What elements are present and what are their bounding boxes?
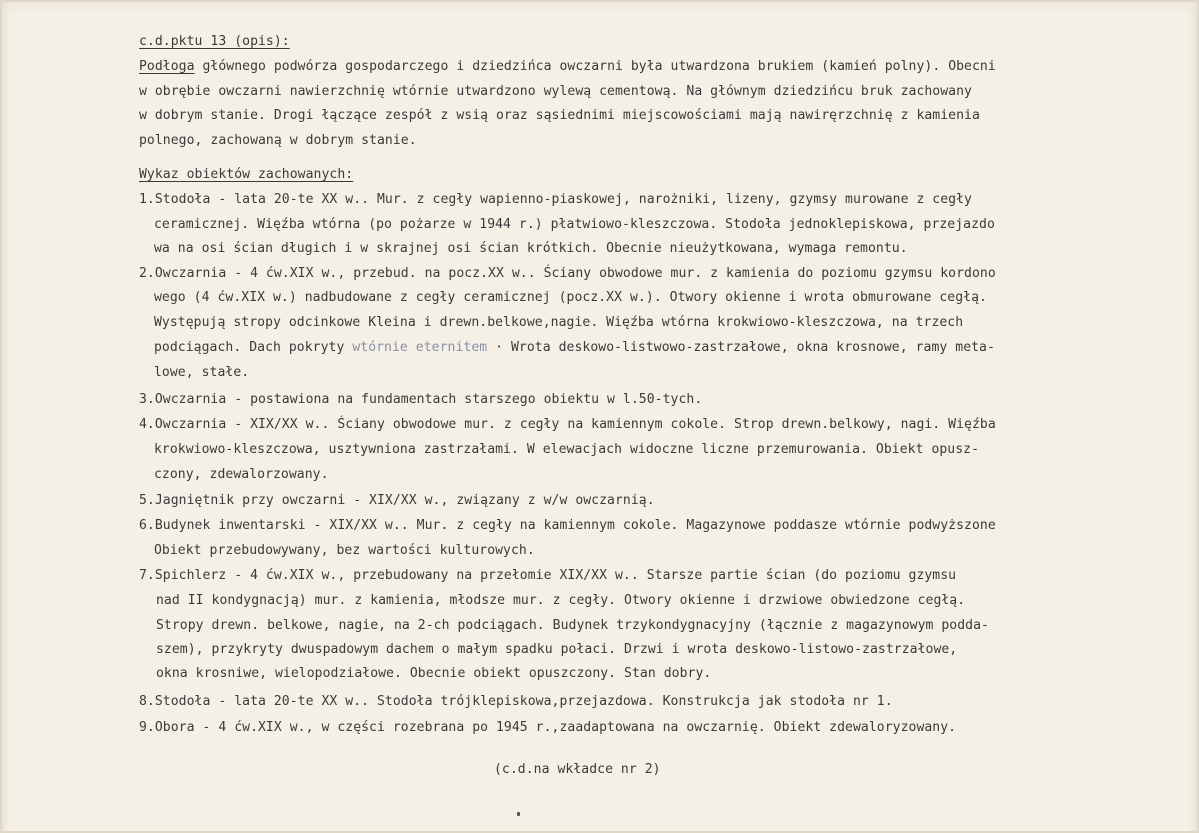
ink-speck — [517, 812, 520, 816]
floor-paragraph-line-3: w dobrym stanie. Drogi łączące zespół z wsią oraz sąsiednimi miejscowościami mają nawiręrzchnię z kamienia — [139, 108, 980, 123]
item-5-line-1: 5.Jagniętnik przy owczarni - XIX/XX w., związany z w/w owczarnią. — [139, 493, 655, 508]
item-7-line-2: nad II kondygnacją) mur. z kamienia, młodsze mur. z cegły. Otwory okienne i drzwiowe obwiedzone cegłą. — [156, 593, 966, 608]
item-1-line-3: wa na osi ścian długich i w skrajnej osi ścian krótkich. Obecnie nieużytkowana, wymaga remontu. — [154, 241, 908, 256]
item-4-line-2: krokwiowo-kleszczowa, usztywniona zastrzałami. W elewacjach widoczne liczne przemurowania. Obiekt opusz- — [154, 442, 980, 457]
item-2-line-1: 2.Owczarnia - 4 ćw.XIX w., przebud. na pocz.XX w.. Ściany obwodowe mur. z kamienia do poziomu gzymsu kordono — [139, 266, 996, 281]
item-4-line-1: 4.Owczarnia - XIX/XX w.. Ściany obwodowe mur. z cegły na kamiennym cokole. Strop drewn.belkowy, nagi. Więźba — [139, 417, 996, 432]
item-1-line-1: 1.Stodoła - lata 20-te XX w.. Mur. z cegły wapienno-piaskowej, narożniki, lizeny, gzymsy murowane z cegły — [139, 192, 972, 207]
list-heading: Wykaz obiektów zachowanych: — [139, 167, 354, 182]
continuation-footer: (c.d.na wkładce nr 2) — [494, 762, 661, 777]
item-3-line-1: 3.Owczarnia - postawiona na fundamentach starszego obiektu w l.50-tych. — [139, 392, 703, 407]
item-2-line-5: lowe, stałe. — [154, 365, 250, 380]
section-header: c.d.pktu 13 (opis): — [139, 34, 290, 49]
item-2-line-3: Występują stropy odcinkowe Kleina i drewn.belkowe,nagie. Więźba wtórna krokwiowo-kleszczowa, na trzech — [154, 315, 964, 330]
floor-paragraph-line-2: w obrębie owczarni nawierzchnię wtórnie utwardzono wylewą cementową. Na głównym dziedzińcu bruk zachowany — [139, 84, 972, 99]
item-9-line-1: 9.Obora - 4 ćw.XIX w., w części rozebrana po 1945 r.,zaadaptowana na owczarnię. Obiekt zdewaloryzowany. — [139, 720, 957, 735]
floor-line-1-text: głównego podwórza gospodarczego i dziedzińca owczarni była utwardzona brukiem (kamień polny). Obecni — [194, 59, 996, 74]
item-2-line-2: wego (4 ćw.XIX w.) nadbudowane z cegły ceramicznej (pocz.XX w.). Otwory okienne i wrota obmurowane cegłą. — [154, 290, 987, 305]
item-2-line-4-c: · Wrota deskowo-listwowo-zastrzałowe, okna krosnowe, ramy meta- — [487, 340, 995, 355]
item-8-line-1: 8.Stodoła - lata 20-te XX w.. Stodoła trójklepiskowa,przejazdowa. Konstrukcja jak stodoła nr 1. — [139, 694, 893, 709]
floor-paragraph-line-4: polnego, zachowaną w dobrym stanie. — [139, 133, 417, 148]
item-2-line-4 — [154, 340, 995, 355]
item-7-line-4: szem), przykryty dwuspadowym dachem o małym spadku połaci. Drzwi i wrota deskowo-listowo-zastrzałowe, — [156, 642, 958, 657]
item-2-faint-text: wtórnie eternitem — [352, 340, 488, 355]
item-7-line-3: Stropy drewn. belkowe, nagie, na 2-ch podciągach. Budynek trzykondygnacyjny (łącznie z magazynowym podda- — [156, 618, 989, 633]
item-1-line-2: ceramicznej. Więźba wtórna (po pożarze w 1944 r.) płatwiowo-kleszczowa. Stodoła jednoklepiskowa, przejazdo — [154, 217, 995, 232]
item-6-line-2: Obiekt przebudowywany, bez wartości kulturowych. — [154, 543, 535, 558]
item-7-line-5: okna krosniwe, wielopodziałowe. Obecnie obiekt opuszczony. Stan dobry. — [156, 666, 712, 681]
floor-label: Podłoga — [139, 59, 195, 74]
floor-paragraph-line-1 — [139, 59, 996, 74]
item-7-line-1: 7.Spichlerz - 4 ćw.XIX w., przebudowany na przełomie XIX/XX w.. Starsze partie ścian (do poziomu gzymsu — [139, 568, 957, 583]
item-6-line-1: 6.Budynek inwentarski - XIX/XX w.. Mur. z cegły na kamiennym cokole. Magazynowe poddasze wtórnie podwyższone — [139, 518, 996, 533]
item-2-line-4-a: podciągach. Dach pokryty — [154, 340, 353, 355]
item-4-line-3: czony, zdewalorzowany. — [154, 467, 329, 482]
